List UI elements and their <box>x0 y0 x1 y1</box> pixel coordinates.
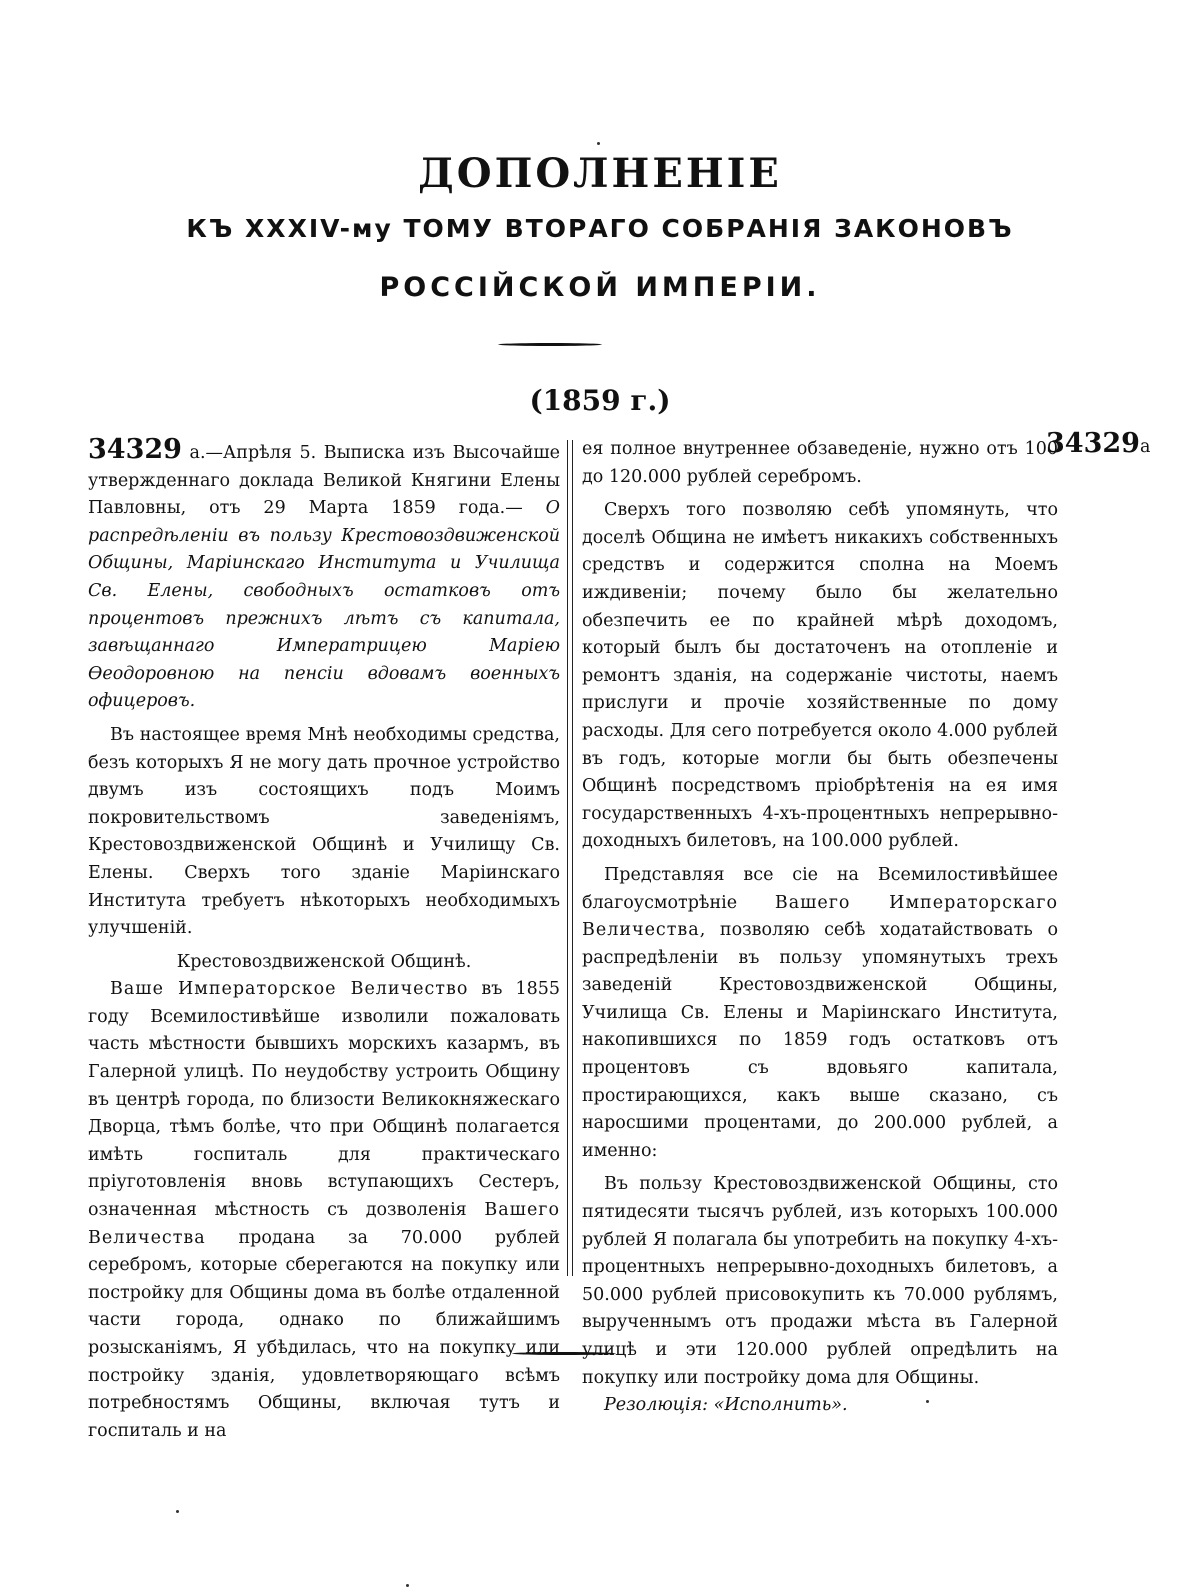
majesty-address: Ваше Императорское Величество <box>110 979 469 1000</box>
entry-number: 34329 <box>88 434 182 465</box>
year-heading: (1859 г.) <box>529 384 671 417</box>
margin-entry-number-value: 34329 <box>1046 428 1140 459</box>
entry-suffix: а. <box>181 443 206 463</box>
speck-mark <box>597 142 600 145</box>
right-paragraph-2-text: Представляя все сіе на Всемилостивѣйшее благоусмотрѣніе <box>582 864 1058 913</box>
right-paragraph-2 <box>582 862 1058 1166</box>
left-paragraph-2-end: продана за 70.000 рублей серебромъ, которые сберегаются на покупку или постройку для Общины дома въ болѣе отдаленной части города, однако по ближайшимъ розысканіямъ, Я убѣдилась, что на покупку или постройку зданія, удовлетворяющаго всѣмъ потребностямъ Общины, включая тутъ и госпиталь и на <box>88 1227 560 1441</box>
page-title: ДОПОЛНЕНІЕ <box>418 150 782 197</box>
column-divider <box>567 440 573 1276</box>
entry-intro-italic: О распредѣленіи въ пользу Крестовоздвиженской Общины, Маріинскаго Института и Училища Св. Елены, свободныхъ остатковъ отъ процентовъ прежнихъ лѣтъ съ капитала, завѣщаннаго Императрицею Маріею Ѳеодоровною на пенсіи вдовамъ военныхъ офицеровъ. <box>88 498 560 712</box>
margin-entry-number <box>1046 428 1150 459</box>
speck-mark <box>406 1584 409 1587</box>
entry-intro <box>88 436 560 716</box>
bottom-ornament-rule <box>512 1352 616 1355</box>
left-paragraph-2-text: въ 1855 году Всемилостивѣйше изволили пожаловать часть мѣстности бывшихъ морскихъ казармъ, въ Галерной улицѣ. По неудобству устроить Общину въ центрѣ города, по близости Великокняжескаго Дворца, тѣмъ болѣе, что при Общинѣ полагается имѣть госпиталь для практическаго пріуготовленія вновь вступающихъ Сестеръ, означенная мѣстность съ дозволенія <box>88 979 560 1221</box>
top-ornament-rule <box>498 343 602 346</box>
right-paragraph-1: Сверхъ того позволяю себѣ упомянуть, что доселѣ Община не имѣетъ никакихъ собственныхъ средствъ и содержится сполна на Моемъ иждивеніи; почему было бы желательно обезпечить ее по крайней мѣрѣ доходомъ, который былъ бы достаточенъ на отопленіе и ремонтъ зданія, на содержаніе чистоты, наемъ прислуги и прочіе хозяйственные по дому расходы. Для сего потребуется около 4.000 рублей въ годъ, которые могли бы быть обезпечены Общинѣ посредствомъ пріобрѣтенія на ея имя государственныхъ 4-хъ-процентныхъ непрерывно-доходныхъ билетовъ, на 100.000 рублей. <box>582 500 1058 852</box>
section-heading: Крестовоздвиженской Общинѣ. <box>176 951 472 972</box>
left-column <box>88 436 560 1445</box>
majesty-address-2: Вашего Величества <box>88 1200 560 1248</box>
right-column <box>582 436 1058 1420</box>
margin-entry-suffix: а <box>1139 437 1151 457</box>
resolution: Резолюція: «Исполнить». <box>604 1395 848 1416</box>
right-paragraph-0: ея полное внутреннее обзаведеніе, нужно отъ 100 до 120.000 рублей серебромъ. <box>582 439 1058 487</box>
page-subtitle-empire: РОССІЙСКОЙ ИМПЕРІИ. <box>379 272 821 303</box>
right-paragraph-3: Въ пользу Крестовоздвиженской Общины, сто пятидесяти тысячъ рублей, изъ которыхъ 100.000 рублей Я полагала бы употребить на покупку 4-хъ-процентныхъ непрерывно-доходныхъ билетовъ, а 50.000 рублей присовокупить къ 70.000 рублямъ, вырученнымъ отъ продажи мѣста въ Галерной улицѣ и эти 120.000 рублей опредѣлить на покупку или постройку дома для Общины. <box>582 1174 1058 1388</box>
left-paragraph-2 <box>88 976 560 1445</box>
left-paragraph-1: Въ настоящее время Мнѣ необходимы средства, безъ которыхъ Я не могу дать прочное устройство двумъ изъ состоящихъ подъ Моимъ покровительствомъ заведеніямъ, Крестовоздвиженской Общинѣ и Училищу Св. Елены. Сверхъ того зданіе Маріинскаго Института требуетъ нѣкоторыхъ необходимыхъ улучшеній. <box>88 724 560 939</box>
page-subtitle: КЪ XXXIV-му ТОМУ ВТОРАГО СОБРАНІЯ ЗАКОНОВЪ <box>186 214 1014 243</box>
majesty-address-3: Вашего Императорскаго Величества <box>582 892 1059 941</box>
speck-mark <box>926 1400 929 1403</box>
speck-mark <box>176 1510 179 1513</box>
entry-intro-text: —Апрѣля 5. Выписка изъ Высочайше утвержденнаго доклада Великой Княгини Елены Павловны, отъ 29 Марта 1859 года.— <box>88 443 560 519</box>
right-paragraph-2-end: , позволяю себѣ ходатайствовать о распредѣленіи въ пользу упомянутыхъ трехъ заведеній Крестовоздвиженской Общины, Училища Св. Елены и Маріинскаго Института, накопившихся по 1859 годъ остатковъ отъ процентовъ съ вдовьяго капитала, простирающихся, какъ выше сказано, съ наросшими процентами, до 200.000 рублей, а именно: <box>582 920 1058 1161</box>
